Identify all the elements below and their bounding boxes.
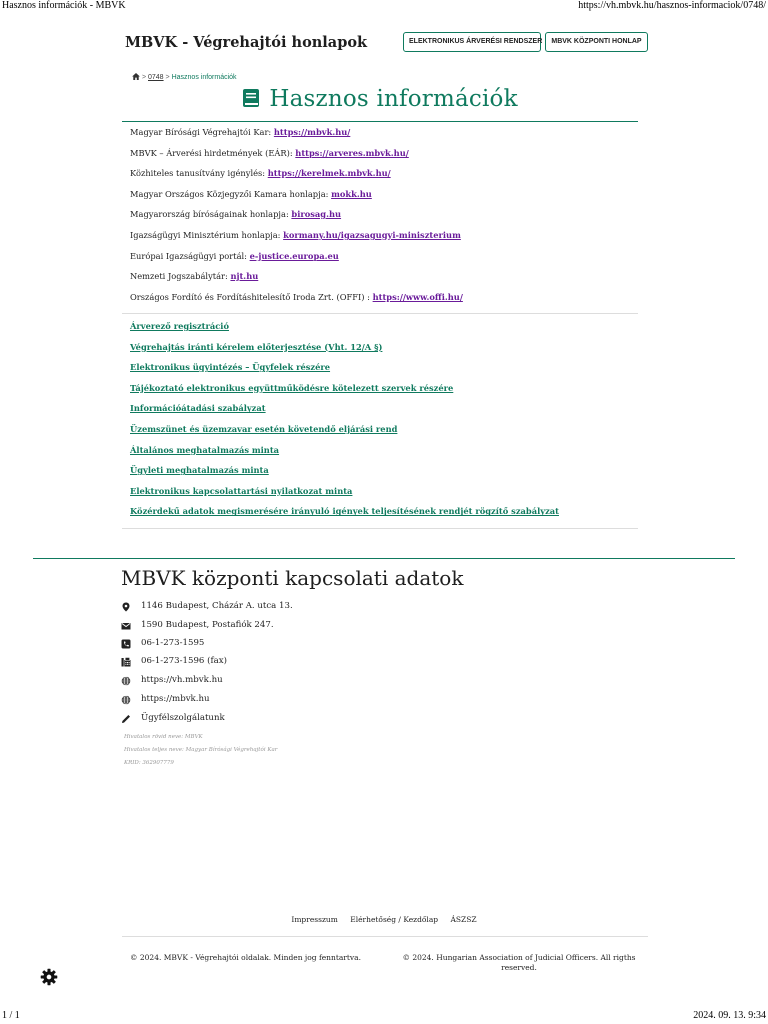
page-heading [122,86,638,122]
info-item-link[interactable]: njt.hu [230,271,259,281]
info-item [130,251,339,261]
info-item-link[interactable]: mokk.hu [331,188,372,199]
envelope-icon [121,621,131,631]
globe-icon [121,676,131,686]
copyright-right: © 2024. Hungarian Association of Judicial Officers. All rigths reserved. [402,953,636,972]
print-header [0,0,768,12]
doc-link[interactable]: Tájékoztató elektronikus együttműködésre kötelezett szervek részére [130,382,454,393]
info-item [130,127,350,137]
print-page-title: Hasznos információk - MBVK [2,0,126,11]
breadcrumb-office-link[interactable]: 0748 [148,74,164,81]
doc-link[interactable]: Elektronikus ügyintézés – Ügyfelek részére [130,362,331,373]
print-page-url: https://vh.mbvk.hu/hasznos-informaciok/0748/ [578,0,766,11]
print-datetime: 2024. 09. 13. 9:34 [693,1010,766,1021]
info-item-label: Magyar Országos Közjegyzői Kamara honlapja: [130,188,332,199]
copyright-left: © 2024. MBVK - Végrehajtói oldalak. Minden jog fenntartva. [130,953,361,962]
contact-text: https://vh.mbvk.hu [141,675,223,685]
info-item-link[interactable]: https://mbvk.hu/ [273,127,351,137]
auction-system-button[interactable]: ELEKTRONIKUS ÁRVERÉSI RENDSZER [403,32,541,52]
breadcrumb [132,73,237,81]
contact-text: 06-1-273-1596 (fax) [141,656,227,666]
phone-icon [121,639,131,649]
legal-krid: KRID: 362907779 [124,760,174,766]
page-title: Hasznos információk [269,86,518,112]
contact-text: Ügyfélszolgálatunk [141,713,225,723]
contact-divider [33,558,735,559]
section-divider [122,313,638,314]
footer-divider [122,936,648,937]
info-item [130,189,372,199]
contact-text: https://mbvk.hu [141,694,210,704]
doc-link[interactable]: Közérdekű adatok megismerésére irányuló igények teljesítésének rendjét rögzítő szabályzat [130,506,559,517]
info-item-label: MBVK – Árverési hirdetmények (EÁR): [130,147,296,158]
info-item-link[interactable]: kormany.hu/igazsagugyi-miniszterium [283,230,461,240]
info-item-link[interactable]: e-justice.europa.eu [249,250,339,261]
legal-short-name: Hivatalos rövid neve: MBVK [124,734,203,740]
legal-full-name: Hivatalos teljes neve: Magyar Bírósági Végrehajtói Kar [124,747,278,753]
info-item-link[interactable]: https://kerelmek.mbvk.hu/ [267,168,391,178]
info-item [130,168,391,178]
info-item-label: Magyar Bírósági Végrehajtói Kar: [130,127,274,137]
info-item-link[interactable]: https://arveres.mbvk.hu/ [295,147,409,158]
doc-link[interactable]: Árverező regisztráció [130,321,229,331]
info-item [130,292,463,302]
footer-link-aszsz[interactable]: ÁSZSZ [450,915,477,924]
breadcrumb-separator: > [165,74,170,81]
info-item [130,148,409,158]
print-footer [0,1010,768,1024]
info-item [130,271,258,281]
site-title[interactable]: MBVK - Végrehajtói honlapok [125,34,368,51]
fax-icon [121,657,131,667]
footer-link-contact[interactable]: Elérhetőség / Kezdőlap [350,915,439,924]
doc-link[interactable]: Általános meghatalmazás minta [130,444,280,455]
contact-text: 06-1-273-1595 [141,638,205,648]
info-item-label: Közhiteles tanusítvány igénylés: [130,168,268,178]
map-pin-icon [121,602,131,612]
info-item-link[interactable]: https://www.offi.hu/ [372,292,463,302]
doc-link[interactable]: Végrehajtás iránti kérelem előterjesztése (Vht. 12/A §) [130,341,383,352]
breadcrumb-separator: > [141,74,147,81]
footer-links [0,915,768,924]
info-item [130,209,341,219]
section-divider [122,528,638,529]
info-item-link[interactable]: birosag.hu [291,209,342,219]
contact-text: 1590 Budapest, Postafiók 247. [141,620,274,630]
doc-link[interactable]: Információátadási szabályzat [130,403,266,414]
contact-title: MBVK központi kapcsolati adatok [121,566,464,590]
contact-text: 1146 Budapest, Cházár A. utca 13. [141,601,293,611]
book-icon [242,88,260,108]
home-icon[interactable] [132,73,140,80]
info-item-label: Európai Igazságügyi portál: [130,250,250,261]
gear-icon[interactable] [40,968,58,986]
info-item-label: Magyarország bíróságainak honlapja: [130,209,292,219]
info-item [130,230,461,240]
info-item-label: Nemzeti Jogszabálytár: [130,271,231,281]
breadcrumb-current: Hasznos információk [171,74,237,81]
doc-link[interactable]: Üzemszünet és üzemzavar esetén követendő eljárási rend [130,424,398,434]
central-homepage-button[interactable]: MBVK KÖZPONTI HONLAP [545,32,648,52]
print-page-number: 1 / 1 [2,1010,20,1021]
globe-icon [121,695,131,705]
pencil-icon [121,714,131,724]
site-header [122,30,648,58]
info-item-label: Igazságügyi Minisztérium honlapja: [130,230,284,240]
doc-link[interactable]: Elektronikus kapcsolattartási nyilatkozat minta [130,485,353,496]
footer-link-impresszum[interactable]: Impresszum [291,915,338,924]
info-item-label: Országos Fordító és Fordításhitelesítő Iroda Zrt. (OFFI) : [130,292,373,302]
doc-link[interactable]: Ügyleti meghatalmazás minta [130,465,269,476]
